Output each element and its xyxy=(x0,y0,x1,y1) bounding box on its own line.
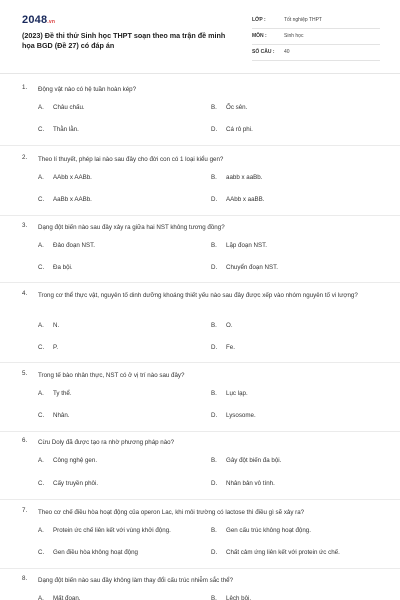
meta-value: Tốt nghiệp THPT xyxy=(284,17,322,23)
option-letter: C. xyxy=(38,412,45,419)
meta-row-question-count xyxy=(252,47,380,61)
option-text: Nhân bản vô tính. xyxy=(226,480,275,487)
meta-value: Sinh học xyxy=(284,33,304,39)
option-letter: A. xyxy=(38,390,44,397)
option-text: Cấy truyền phôi. xyxy=(53,480,99,487)
option-text: Đa bội. xyxy=(53,264,73,271)
question-text: Trong cơ thể thực vật, nguyên tố dinh dưỡng khoáng thiết yếu nào sau đây được xếp vào nhóm nguyên tố vi lượng? xyxy=(38,292,358,299)
option-letter: A. xyxy=(38,527,44,534)
meta-value: 40 xyxy=(284,49,290,55)
option-text: Cá rô phi. xyxy=(226,126,253,133)
question-number: 8. xyxy=(22,575,28,582)
option-text: Thằn lằn. xyxy=(53,126,79,133)
option-letter: D. xyxy=(211,480,218,487)
question-text: Dạng đột biến nào sau đây không làm thay đổi cấu trúc nhiễm sắc thể? xyxy=(38,577,234,584)
question-text: Trong tế bào nhân thực, NST có ở vị trí nào sau đây? xyxy=(38,372,185,379)
option-letter: B. xyxy=(211,104,217,111)
option-text: aabb x aaBb. xyxy=(226,174,263,181)
option-letter: A. xyxy=(38,104,44,111)
option-text: Gen cấu trúc không hoạt động. xyxy=(226,527,311,534)
meta-label: SỐ CÂU : xyxy=(252,49,275,55)
question-text: Cừu Doly đã được tạo ra nhờ phương pháp nào? xyxy=(38,439,175,446)
option-text: Lặp đoạn NST. xyxy=(226,242,267,249)
header-divider xyxy=(0,73,400,74)
exam-meta xyxy=(252,15,380,63)
option-text: Chuyển đoạn NST. xyxy=(226,264,278,271)
option-text: Ốc sên. xyxy=(226,104,248,111)
option-text: N. xyxy=(53,322,60,329)
question-number: 5. xyxy=(22,370,28,377)
question-divider xyxy=(0,499,400,500)
question-number: 3. xyxy=(22,222,28,229)
option-letter: D. xyxy=(211,549,218,556)
option-letter: B. xyxy=(211,457,217,464)
option-text: Lệch bội. xyxy=(226,595,252,600)
question-text: Động vật nào có hệ tuần hoàn kép? xyxy=(38,86,137,93)
meta-row-subject xyxy=(252,31,380,45)
meta-label: MÔN : xyxy=(252,33,267,39)
option-text: Đảo đoạn NST. xyxy=(53,242,95,249)
document-header xyxy=(0,0,400,72)
question-divider xyxy=(0,362,400,363)
meta-row-class xyxy=(252,15,380,29)
option-letter: C. xyxy=(38,480,45,487)
option-text: AaBb x AABb. xyxy=(53,196,92,203)
option-letter: B. xyxy=(211,174,217,181)
option-text: O. xyxy=(226,322,233,329)
option-letter: B. xyxy=(211,322,217,329)
option-text: Lục lạp. xyxy=(226,390,248,397)
option-text: Fe. xyxy=(226,344,235,351)
question-number: 6. xyxy=(22,437,28,444)
option-text: Nhân. xyxy=(53,412,70,419)
option-text: Ty thể. xyxy=(53,390,72,397)
option-letter: C. xyxy=(38,126,45,133)
option-letter: A. xyxy=(38,174,44,181)
question-text: Theo lí thuyết, phép lai nào sau đây cho đời con có 1 loại kiểu gen? xyxy=(38,156,224,163)
question-divider xyxy=(0,145,400,146)
option-text: Lysosome. xyxy=(226,412,256,419)
question-number: 1. xyxy=(22,84,28,91)
logo-text: 2048 xyxy=(22,14,48,26)
question-divider xyxy=(0,215,400,216)
option-text: Công nghệ gen. xyxy=(53,457,98,464)
option-text: Gây đột biến đa bội. xyxy=(226,457,282,464)
question-divider xyxy=(0,431,400,432)
option-text: P. xyxy=(53,344,59,351)
option-letter: C. xyxy=(38,344,45,351)
question-number: 4. xyxy=(22,290,28,297)
option-letter: B. xyxy=(211,595,217,600)
question-divider xyxy=(0,568,400,569)
option-letter: D. xyxy=(211,412,218,419)
question-text: Theo cơ chế điều hòa hoạt động của operon Lac, khi môi trường có lactose thì điều gì sẽ xảy ra? xyxy=(38,509,305,516)
question-text: Dạng đột biến nào sau đây xảy ra giữa hai NST không tương đồng? xyxy=(38,224,225,231)
option-letter: C. xyxy=(38,549,45,556)
site-logo[interactable] xyxy=(22,14,55,26)
option-letter: A. xyxy=(38,457,44,464)
option-letter: B. xyxy=(211,242,217,249)
option-text: AAbb x AABb. xyxy=(53,174,92,181)
option-text: Châu chấu. xyxy=(53,104,85,111)
option-text: AAbb x aaBB. xyxy=(226,196,265,203)
option-letter: D. xyxy=(211,264,218,271)
option-letter: B. xyxy=(211,390,217,397)
option-letter: D. xyxy=(211,126,218,133)
option-letter: A. xyxy=(38,595,44,600)
option-text: Chất cảm ứng liên kết với protein ức chế. xyxy=(226,549,340,556)
option-letter: C. xyxy=(38,264,45,271)
question-divider xyxy=(0,282,400,283)
logo-suffix: .vn xyxy=(47,19,56,25)
question-number: 7. xyxy=(22,507,28,514)
option-letter: C. xyxy=(38,196,45,203)
option-letter: D. xyxy=(211,196,218,203)
meta-label: LỚP : xyxy=(252,17,266,23)
document-title: (2023) Đề thi thử Sinh học THPT soạn theo ma trận đề minh họa BGD (Đề 27) có đáp án xyxy=(22,31,226,50)
option-letter: A. xyxy=(38,322,44,329)
option-text: Gen điều hòa không hoạt động xyxy=(53,549,138,556)
option-letter: B. xyxy=(211,527,217,534)
question-number: 2. xyxy=(22,154,28,161)
option-letter: D. xyxy=(211,344,218,351)
option-text: Mất đoạn. xyxy=(53,595,81,600)
option-letter: A. xyxy=(38,242,44,249)
option-text: Protein ức chế liên kết với vùng khởi động. xyxy=(53,527,171,534)
